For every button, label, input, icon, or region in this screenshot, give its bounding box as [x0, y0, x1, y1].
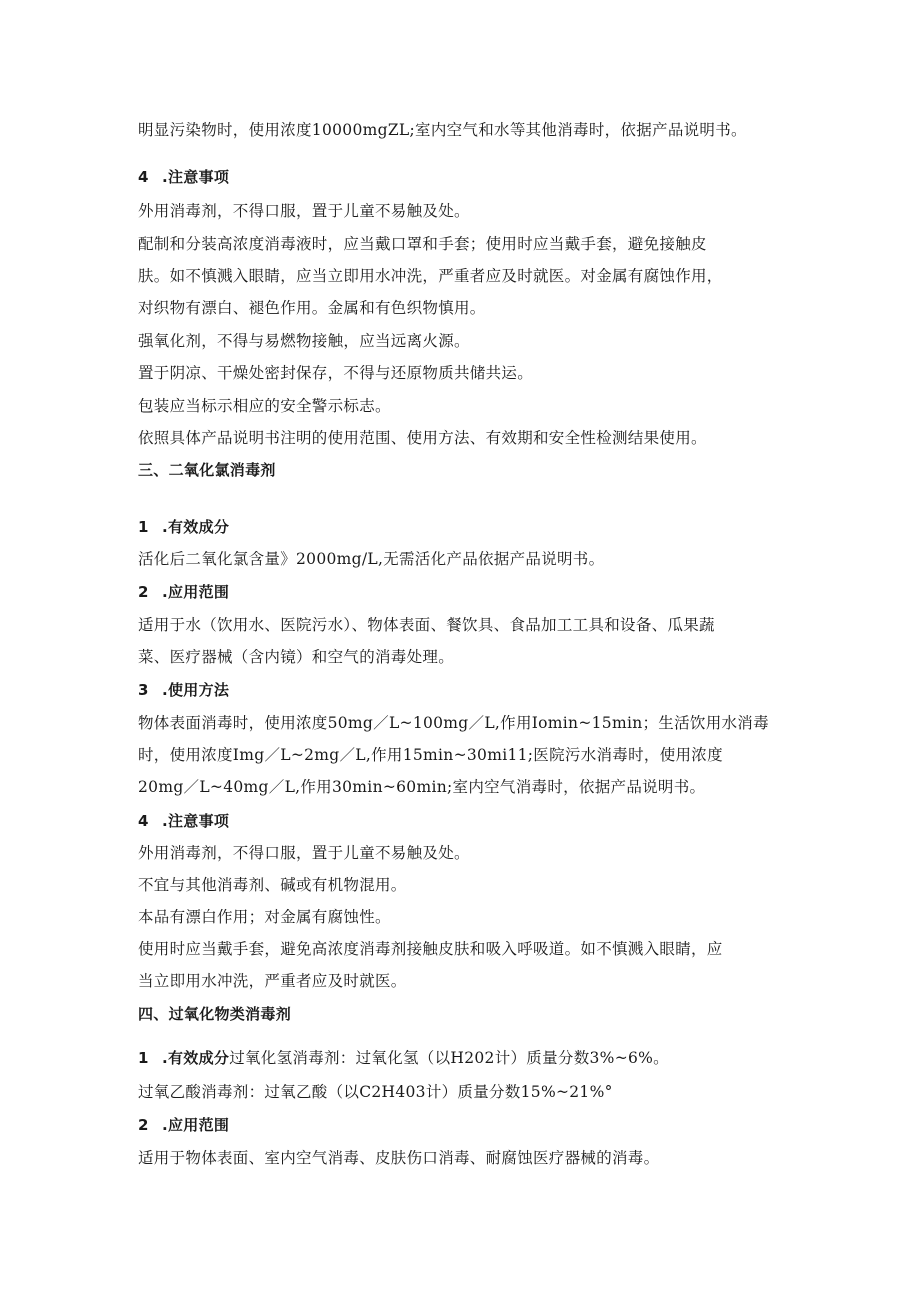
heading-text: .应用范围 — [162, 1116, 230, 1134]
paragraph-line: 物体表面消毒时，使用浓度50mg／L~100mg／L,作用Iomin~15min；生活饮用水消毒 — [138, 714, 769, 732]
paragraph-line: 时，使用浓度Img／L~2mg／L,作用15min~30mi11;医院污水消毒时，使用浓度 — [138, 746, 723, 764]
paragraph-line: 外用消毒剂，不得口服，置于儿童不易触及处。 — [138, 844, 470, 862]
heading-text: .注意事项 — [162, 168, 230, 186]
heading-text: .有效成分 — [162, 1049, 230, 1067]
paragraph-line: 对织物有漂白、褪色作用。金属和有色织物慎用。 — [138, 299, 486, 317]
paragraph-line: 配制和分装高浓度消毒液时，应当戴口罩和手套；使用时应当戴手套，避免接触皮 — [138, 235, 707, 253]
heading-number: 4 — [138, 168, 149, 186]
heading-text: .使用方法 — [162, 681, 230, 699]
paragraph-line: 依照具体产品说明书注明的使用范围、使用方法、有效期和安全性检测结果使用。 — [138, 429, 707, 447]
paragraph-line: 使用时应当戴手套，避免高浓度消毒剂接触皮肤和吸入呼吸道。如不慎溅入眼睛，应 — [138, 940, 723, 958]
paragraph-line: 包装应当标示相应的安全警示标志。 — [138, 397, 391, 415]
paragraph-line: 当立即用水冲洗，严重者应及时就医。 — [138, 972, 407, 990]
paragraph-line: 置于阴凉、干燥处密封保存，不得与还原物质共储共运。 — [138, 364, 534, 382]
section-heading-usage — [138, 680, 229, 700]
mixed-heading-line — [138, 1048, 669, 1068]
paragraph-line: 强氧化剂，不得与易燃物接触，应当远离火源。 — [138, 332, 470, 350]
section-heading-scope — [138, 582, 229, 602]
heading-number: 4 — [138, 812, 149, 830]
section-heading-precautions — [138, 167, 229, 187]
heading-number: 1 — [138, 518, 149, 536]
paragraph-line: 不宜与其他消毒剂、碱或有机物混用。 — [138, 876, 407, 894]
section-heading-active-ingredient — [138, 517, 229, 537]
paragraph-line: 菜、医疗器械（含内镜）和空气的消毒处理。 — [138, 648, 455, 666]
paragraph-line: 适用于物体表面、室内空气消毒、皮肤伤口消毒、耐腐蚀医疗器械的消毒。 — [138, 1149, 660, 1167]
paragraph-line: 适用于水（饮用水、医院污水）、物体表面、餐饮具、食品加工工具和设备、瓜果蔬 — [138, 616, 715, 634]
heading-number: 1 — [138, 1049, 149, 1067]
paragraph-line: 活化后二氧化氯含量》2000mg/L,无需活化产品依据产品说明书。 — [138, 550, 605, 568]
paragraph-line: 本品有漂白作用；对金属有腐蚀性。 — [138, 908, 391, 926]
heading-number: 2 — [138, 583, 149, 601]
section-heading-precautions — [138, 811, 229, 831]
heading-number: 3 — [138, 681, 149, 699]
paragraph-text: 过氧化氢消毒剂：过氧化氢（以H202计）质量分数3%~6%。 — [229, 1049, 669, 1067]
heading-number: 2 — [138, 1116, 149, 1134]
chapter-heading-peroxides: 四、过氧化物类消毒剂 — [138, 1005, 292, 1023]
paragraph-line: 外用消毒剂，不得口服，置于儿童不易触及处。 — [138, 202, 470, 220]
paragraph-line: 过氧乙酸消毒剂：过氧乙酸（以C2H403计）质量分数15%~21%° — [138, 1083, 613, 1101]
paragraph-line: 20mg／L~40mg／L,作用30min~60min;室内空气消毒时，依据产品说明书。 — [138, 778, 706, 796]
section-heading-scope — [138, 1115, 229, 1135]
heading-text: .有效成分 — [162, 518, 230, 536]
heading-text: .注意事项 — [162, 812, 230, 830]
chapter-heading-chlorine-dioxide: 三、二氧化氯消毒剂 — [138, 461, 276, 479]
paragraph-line: 肤。如不慎溅入眼睛，应当立即用水冲洗，严重者应及时就医。对金属有腐蚀作用， — [138, 267, 723, 285]
paragraph-line: 明显污染物时，使用浓度10000mgZL;室内空气和水等其他消毒时，依据产品说明书。 — [138, 121, 747, 139]
heading-text: .应用范围 — [162, 583, 230, 601]
